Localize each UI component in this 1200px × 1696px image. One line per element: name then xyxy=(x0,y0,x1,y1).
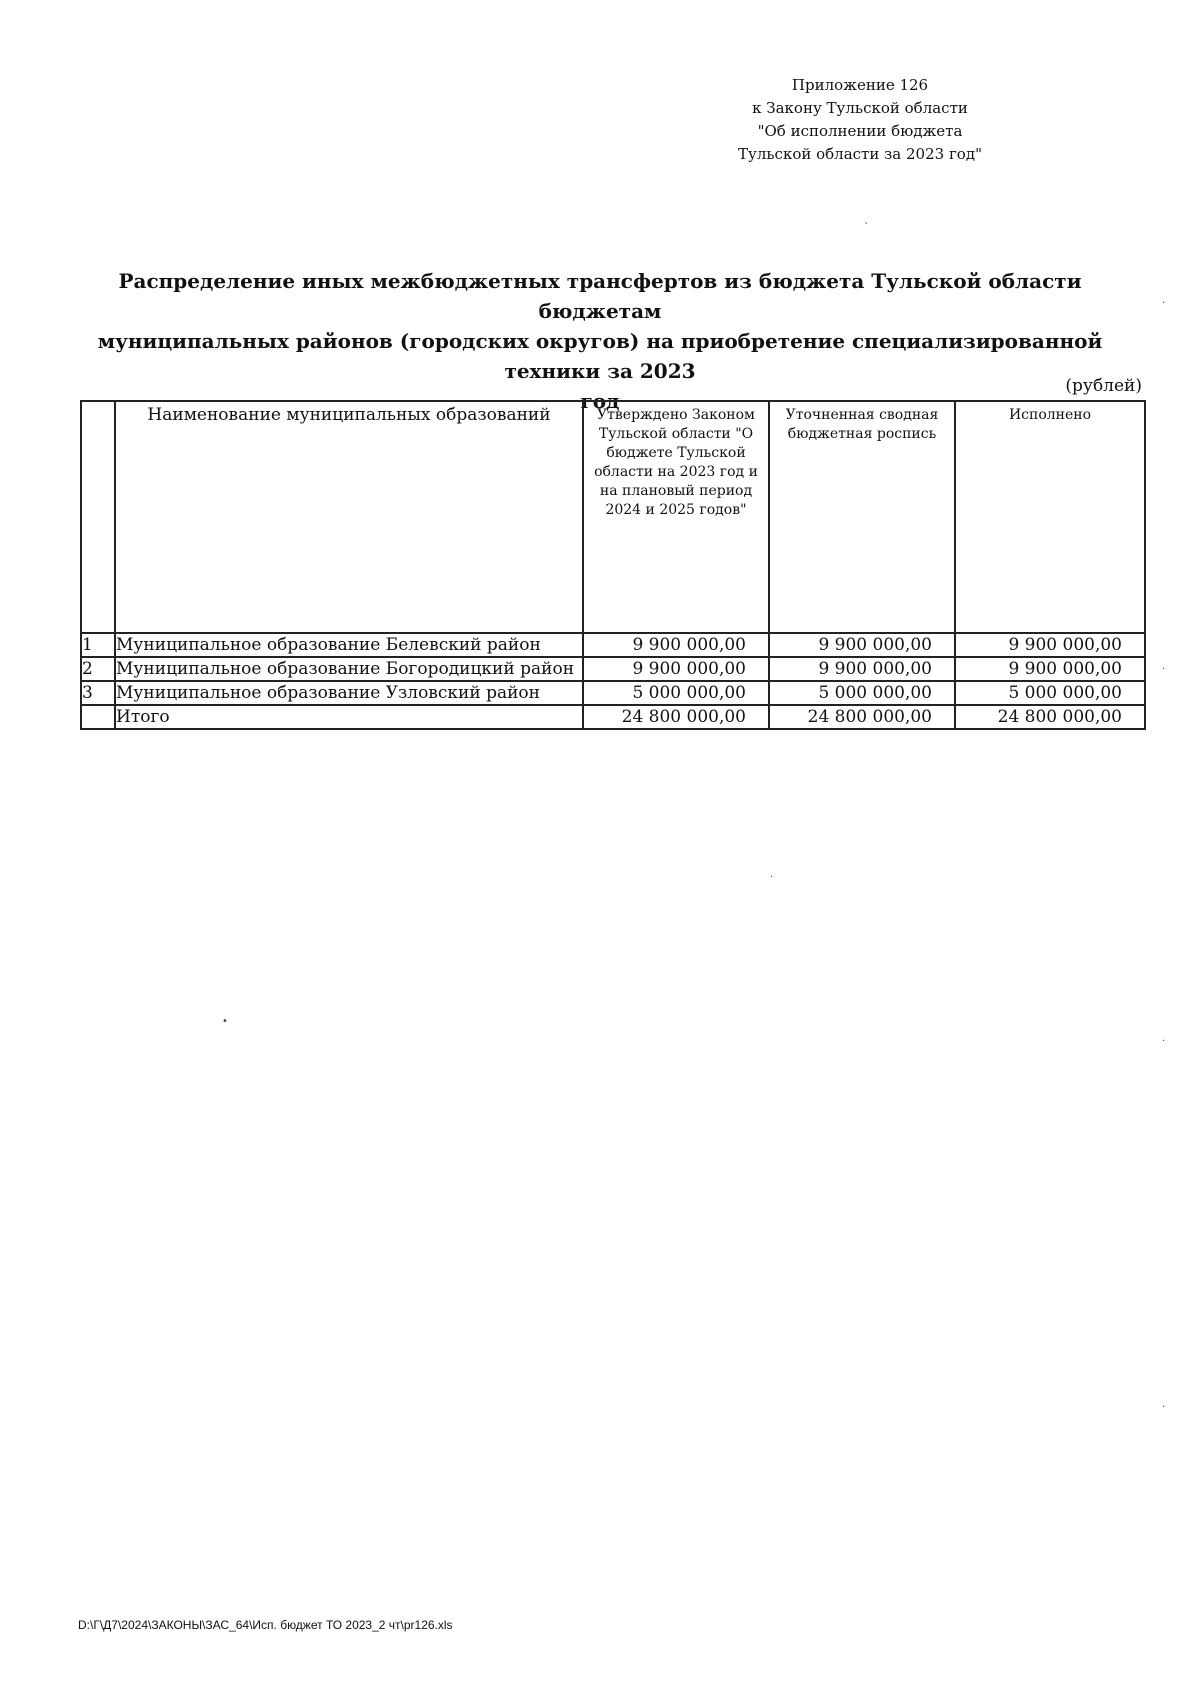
total-approved: 24 800 000,00 xyxy=(583,705,769,729)
transfers-table xyxy=(80,400,1146,730)
header-executed: Исполнено xyxy=(955,401,1145,633)
scan-speck: · xyxy=(1162,664,1166,675)
appendix-number: Приложение 126 xyxy=(791,76,929,94)
appendix-header xyxy=(700,74,1020,166)
scan-speck: ˋ xyxy=(864,222,869,233)
scan-speck: • xyxy=(222,1016,228,1027)
row-name: Муниципальное образование Узловский район xyxy=(115,681,583,705)
table-row xyxy=(81,657,1145,681)
header-num xyxy=(81,401,115,633)
scan-speck: · xyxy=(1162,298,1166,309)
row-executed: 9 900 000,00 xyxy=(955,657,1145,681)
units-label: (рублей) xyxy=(1065,376,1142,396)
row-name: Муниципальное образование Богородицкий район xyxy=(115,657,583,681)
row-executed: 9 900 000,00 xyxy=(955,633,1145,657)
header-refined: Уточненная сводная бюджетная роспись xyxy=(769,401,955,633)
total-executed: 24 800 000,00 xyxy=(955,705,1145,729)
row-refined: 9 900 000,00 xyxy=(769,657,955,681)
row-number: 3 xyxy=(81,681,115,705)
row-approved: 9 900 000,00 xyxy=(583,657,769,681)
title-line-2: муниципальных районов (городских округов) на приобретение специализированной техники за 2023 xyxy=(97,329,1103,383)
file-path-footer: D:\Г\Д7\2024\ЗАКОНЫ\ЗАС_64\Исп. бюджет ТО 2023_2 чт\pr126.xls xyxy=(78,1618,453,1632)
appendix-law: к Закону Тульской области xyxy=(752,99,968,117)
appendix-law-title: "Об исполнении бюджета xyxy=(757,122,963,140)
table-header-row xyxy=(81,401,1145,633)
row-approved: 9 900 000,00 xyxy=(583,633,769,657)
row-executed: 5 000 000,00 xyxy=(955,681,1145,705)
row-number: 1 xyxy=(81,633,115,657)
title-line-3: год xyxy=(580,389,620,413)
table-total-row xyxy=(81,705,1145,729)
total-refined: 24 800 000,00 xyxy=(769,705,955,729)
row-name: Муниципальное образование Белевский район xyxy=(115,633,583,657)
row-refined: 9 900 000,00 xyxy=(769,633,955,657)
header-approved: Утверждено Законом Тульской области "О бюджете Тульской области на 2023 год и на плановый период 2024 и 2025 годов" xyxy=(583,401,769,633)
total-number xyxy=(81,705,115,729)
row-approved: 5 000 000,00 xyxy=(583,681,769,705)
header-name: Наименование муниципальных образований xyxy=(115,401,583,633)
table-row xyxy=(81,681,1145,705)
row-refined: 5 000 000,00 xyxy=(769,681,955,705)
document-title xyxy=(70,266,1130,416)
scan-speck: · xyxy=(1162,1402,1166,1413)
title-line-1: Распределение иных межбюджетных трансфертов из бюджета Тульской области бюджетам xyxy=(118,269,1082,323)
scan-speck: · xyxy=(770,872,774,883)
row-number: 2 xyxy=(81,657,115,681)
appendix-law-title-cont: Тульской области за 2023 год" xyxy=(738,145,982,163)
scan-speck: · xyxy=(1162,1036,1166,1047)
total-label: Итого xyxy=(115,705,583,729)
table-row xyxy=(81,633,1145,657)
